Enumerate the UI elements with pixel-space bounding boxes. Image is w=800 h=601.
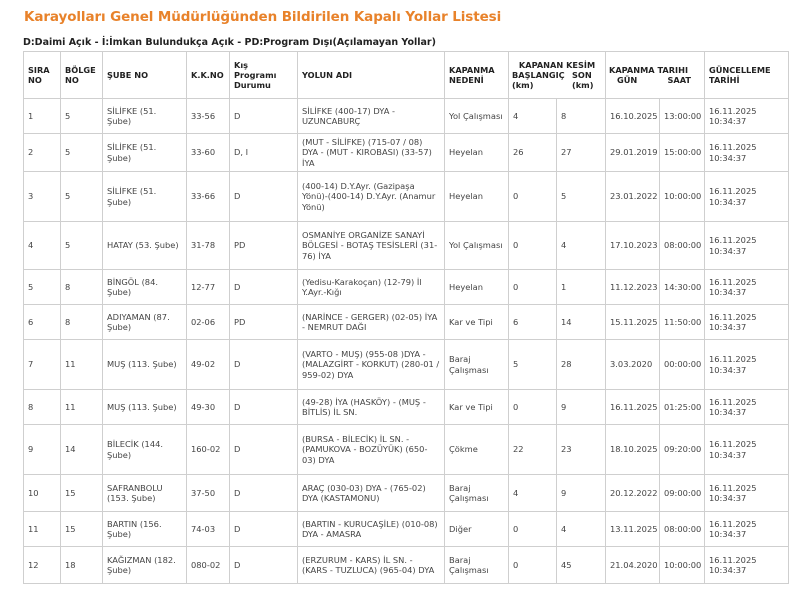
cell-baslangic: 5 (509, 340, 557, 390)
cell-guncelleme: 16.11.2025 10:34:37 (705, 305, 789, 340)
cell-kis: D (230, 547, 298, 584)
header-bolge: BÖLGE NO (61, 52, 103, 99)
header-sube: ŞUBE NO (103, 52, 187, 99)
cell-gun: 3.03.2020 (606, 340, 660, 390)
table-row (24, 270, 789, 305)
cell-neden: Heyelan (445, 172, 509, 222)
cell-kk: 74-03 (187, 512, 230, 547)
cell-saat: 10:00:00 (660, 547, 705, 584)
table-row (24, 475, 789, 512)
cell-sira: 11 (24, 512, 61, 547)
header-kapanma-tarihi (606, 52, 705, 99)
cell-son: 9 (557, 390, 606, 425)
cell-son: 27 (557, 134, 606, 172)
cell-sira: 2 (24, 134, 61, 172)
cell-yol: (ERZURUM - KARS) İL SN. - (KARS - TUZLUCA) (965-04) DYA (298, 547, 445, 584)
cell-neden: Heyelan (445, 134, 509, 172)
cell-bolge: 14 (61, 425, 103, 475)
cell-kis: D, I (230, 134, 298, 172)
cell-baslangic: 0 (509, 547, 557, 584)
cell-kk: 49-30 (187, 390, 230, 425)
cell-son: 8 (557, 99, 606, 134)
cell-guncelleme: 16.11.2025 10:34:37 (705, 134, 789, 172)
cell-neden: Baraj Çalışması (445, 475, 509, 512)
cell-sira: 10 (24, 475, 61, 512)
table-row (24, 134, 789, 172)
cell-son: 5 (557, 172, 606, 222)
cell-son: 9 (557, 475, 606, 512)
cell-guncelleme: 16.11.2025 10:34:37 (705, 512, 789, 547)
cell-neden: Yol Çalışması (445, 222, 509, 270)
header-neden: KAPANMA NEDENİ (445, 52, 509, 99)
cell-son: 4 (557, 512, 606, 547)
cell-neden: Kar ve Tipi (445, 305, 509, 340)
cell-yol: ARAÇ (030-03) DYA - (765-02) DYA (KASTAMONU) (298, 475, 445, 512)
table-row (24, 99, 789, 134)
table-row (24, 222, 789, 270)
header-kapanma-tarihi-title: KAPANMA TARIHI (609, 65, 688, 75)
cell-son: 23 (557, 425, 606, 475)
cell-baslangic: 22 (509, 425, 557, 475)
cell-bolge: 8 (61, 270, 103, 305)
cell-sira: 12 (24, 547, 61, 584)
cell-neden: Baraj Çalışması (445, 547, 509, 584)
table-header-row (24, 52, 789, 99)
header-saat: SAAT (667, 75, 691, 85)
cell-kis: D (230, 99, 298, 134)
cell-guncelleme: 16.11.2025 10:34:37 (705, 425, 789, 475)
table-row (24, 172, 789, 222)
cell-yol: SİLİFKE (400-17) DYA - UZUNCABURÇ (298, 99, 445, 134)
cell-gun: 29.01.2019 (606, 134, 660, 172)
cell-yol: (BARTIN - KURUCAŞİLE) (010-08) DYA - AMASRA (298, 512, 445, 547)
closed-roads-table (23, 51, 789, 584)
cell-saat: 11:50:00 (660, 305, 705, 340)
cell-gun: 16.10.2025 (606, 99, 660, 134)
page-title: Karayolları Genel Müdürlüğünden Bildirilen Kapalı Yollar Listesi (24, 9, 502, 25)
cell-sira: 3 (24, 172, 61, 222)
cell-yol: (NARİNCE - GERGER) (02-05) İYA - NEMRUT DAĞI (298, 305, 445, 340)
header-guncelleme: GÜNCELLEME TARİHİ (705, 52, 789, 99)
cell-sube: ADIYAMAN (87. Şube) (103, 305, 187, 340)
header-baslangic: BAŞLANGIÇ (km) (512, 70, 565, 90)
cell-saat: 08:00:00 (660, 512, 705, 547)
cell-guncelleme: 16.11.2025 10:34:37 (705, 547, 789, 584)
table-row (24, 305, 789, 340)
header-kk: K.K.NO (187, 52, 230, 99)
cell-guncelleme: 16.11.2025 10:34:37 (705, 340, 789, 390)
cell-son: 28 (557, 340, 606, 390)
cell-baslangic: 0 (509, 222, 557, 270)
cell-kis: PD (230, 222, 298, 270)
cell-gun: 21.04.2020 (606, 547, 660, 584)
cell-sube: SAFRANBOLU (153. Şube) (103, 475, 187, 512)
cell-yol: (BURSA - BİLECİK) İL SN. - (PAMUKOVA - BOZÜYÜK) (650-03) DYA (298, 425, 445, 475)
cell-baslangic: 4 (509, 99, 557, 134)
cell-kis: D (230, 390, 298, 425)
cell-sube: BARTIN (156. Şube) (103, 512, 187, 547)
cell-saat: 09:20:00 (660, 425, 705, 475)
cell-son: 4 (557, 222, 606, 270)
cell-gun: 20.12.2022 (606, 475, 660, 512)
cell-yol: (49-28) İYA (HASKÖY) - (MUŞ - BİTLİS) İL SN. (298, 390, 445, 425)
cell-bolge: 11 (61, 390, 103, 425)
cell-sube: SİLİFKE (51. Şube) (103, 172, 187, 222)
table-row (24, 340, 789, 390)
cell-saat: 13:00:00 (660, 99, 705, 134)
cell-kk: 31-78 (187, 222, 230, 270)
table-row (24, 547, 789, 584)
cell-gun: 11.12.2023 (606, 270, 660, 305)
cell-kk: 33-56 (187, 99, 230, 134)
cell-kk: 12-77 (187, 270, 230, 305)
cell-saat: 10:00:00 (660, 172, 705, 222)
cell-baslangic: 0 (509, 172, 557, 222)
cell-gun: 17.10.2023 (606, 222, 660, 270)
cell-kis: D (230, 425, 298, 475)
cell-sira: 6 (24, 305, 61, 340)
cell-bolge: 15 (61, 475, 103, 512)
cell-bolge: 8 (61, 305, 103, 340)
legend-text: D:Daimi Açık - İ:İmkan Bulundukça Açık - PD:Program Dışı(Açılamayan Yollar) (23, 37, 436, 48)
cell-kk: 02-06 (187, 305, 230, 340)
cell-kk: 080-02 (187, 547, 230, 584)
cell-sira: 5 (24, 270, 61, 305)
cell-sube: BİNGÖL (84. Şube) (103, 270, 187, 305)
header-son: SON (km) (572, 70, 594, 90)
cell-baslangic: 6 (509, 305, 557, 340)
header-kesim-title: KAPANAN KESİM (518, 60, 596, 70)
cell-gun: 13.11.2025 (606, 512, 660, 547)
cell-saat: 14:30:00 (660, 270, 705, 305)
cell-bolge: 5 (61, 99, 103, 134)
cell-son: 1 (557, 270, 606, 305)
cell-baslangic: 0 (509, 512, 557, 547)
cell-kis: PD (230, 305, 298, 340)
cell-guncelleme: 16.11.2025 10:34:37 (705, 99, 789, 134)
cell-neden: Baraj Çalışması (445, 340, 509, 390)
cell-neden: Heyelan (445, 270, 509, 305)
cell-baslangic: 4 (509, 475, 557, 512)
cell-saat: 00:00:00 (660, 340, 705, 390)
cell-guncelleme: 16.11.2025 10:34:37 (705, 172, 789, 222)
cell-bolge: 5 (61, 222, 103, 270)
cell-kis: D (230, 512, 298, 547)
cell-saat: 01:25:00 (660, 390, 705, 425)
cell-neden: Çökme (445, 425, 509, 475)
cell-sira: 1 (24, 99, 61, 134)
cell-sube: SİLİFKE (51. Şube) (103, 99, 187, 134)
cell-saat: 08:00:00 (660, 222, 705, 270)
cell-son: 45 (557, 547, 606, 584)
cell-bolge: 5 (61, 172, 103, 222)
cell-gun: 15.11.2025 (606, 305, 660, 340)
cell-gun: 23.01.2022 (606, 172, 660, 222)
cell-sube: BİLECİK (144. Şube) (103, 425, 187, 475)
cell-baslangic: 26 (509, 134, 557, 172)
cell-sira: 9 (24, 425, 61, 475)
cell-sira: 8 (24, 390, 61, 425)
cell-sube: MUŞ (113. Şube) (103, 340, 187, 390)
cell-sira: 7 (24, 340, 61, 390)
cell-guncelleme: 16.11.2025 10:34:37 (705, 475, 789, 512)
cell-son: 14 (557, 305, 606, 340)
cell-yol: (MUT - SİLİFKE) (715-07 / 08) DYA - (MUT - KIROBASI) (33-57) İYA (298, 134, 445, 172)
table-row (24, 390, 789, 425)
cell-kis: D (230, 172, 298, 222)
header-yol: YOLUN ADI (298, 52, 445, 99)
cell-saat: 09:00:00 (660, 475, 705, 512)
cell-neden: Diğer (445, 512, 509, 547)
cell-neden: Yol Çalışması (445, 99, 509, 134)
cell-kk: 49-02 (187, 340, 230, 390)
cell-saat: 15:00:00 (660, 134, 705, 172)
cell-yol: (VARTO - MUŞ) (955-08 )DYA - (MALAZGİRT - KORKUT) (280-01 / 959-02) DYA (298, 340, 445, 390)
cell-kis: D (230, 475, 298, 512)
cell-kk: 33-60 (187, 134, 230, 172)
table-row (24, 425, 789, 475)
cell-kk: 33-66 (187, 172, 230, 222)
cell-kk: 37-50 (187, 475, 230, 512)
cell-kk: 160-02 (187, 425, 230, 475)
cell-sira: 4 (24, 222, 61, 270)
cell-sube: MUŞ (113. Şube) (103, 390, 187, 425)
header-gun: GÜN (617, 75, 638, 85)
cell-baslangic: 0 (509, 270, 557, 305)
cell-sube: HATAY (53. Şube) (103, 222, 187, 270)
table-row (24, 512, 789, 547)
cell-kis: D (230, 340, 298, 390)
header-kis: Kış Programı Durumu (230, 52, 298, 99)
cell-bolge: 15 (61, 512, 103, 547)
cell-bolge: 5 (61, 134, 103, 172)
header-kapanan-kesim (509, 52, 606, 99)
cell-bolge: 11 (61, 340, 103, 390)
header-sira: SIRA NO (24, 52, 61, 99)
cell-guncelleme: 16.11.2025 10:34:37 (705, 270, 789, 305)
cell-guncelleme: 16.11.2025 10:34:37 (705, 390, 789, 425)
cell-kis: D (230, 270, 298, 305)
cell-gun: 18.10.2025 (606, 425, 660, 475)
cell-yol: (Yedisu-Karakoçan) (12-79) İl Y.Ayr.-Kığı (298, 270, 445, 305)
cell-yol: (400-14) D.Y.Ayr. (Gazipaşa Yönü)-(400-14) D.Y.Ayr. (Anamur Yönü) (298, 172, 445, 222)
cell-yol: OSMANİYE ORGANİZE SANAYİ BÖLGESİ - BOTAŞ TESİSLERİ (31-76) İYA (298, 222, 445, 270)
cell-sube: SİLİFKE (51. Şube) (103, 134, 187, 172)
table-body (24, 99, 789, 584)
cell-baslangic: 0 (509, 390, 557, 425)
cell-bolge: 18 (61, 547, 103, 584)
cell-guncelleme: 16.11.2025 10:34:37 (705, 222, 789, 270)
cell-neden: Kar ve Tipi (445, 390, 509, 425)
cell-sube: KAĞIZMAN (182. Şube) (103, 547, 187, 584)
cell-gun: 16.11.2025 (606, 390, 660, 425)
